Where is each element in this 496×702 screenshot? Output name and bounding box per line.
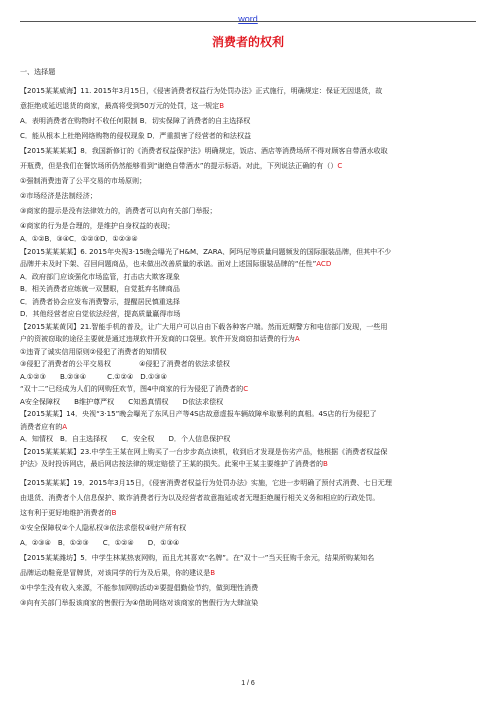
section-heading: 一、选择题	[20, 67, 56, 76]
q7-line-1: 【2015某某某某】23.中学生王某在网上购买了一台步步高点读机，收到后才发现是伤劣产品，他根据《消费者权益保	[20, 446, 388, 456]
q3-line-2: 品牌并未及时下架、召回问题商品，也未做出改善质量的承诺。面对上述国际服装品牌的“任性”ACD	[20, 259, 332, 268]
document-body	[20, 64, 476, 610]
q8-statements: ①安全保障权②个人隐私权③依法求偿权④财产所有权	[20, 522, 187, 532]
q5-answer: C	[243, 384, 249, 393]
q8-line-3: 这有利于更好地维护消费者的B	[20, 507, 117, 517]
q8-line-2: 由退货、消费者个人信息保护、欺诈消费者行为以及经营者故意拖延或者无理拒绝履行相关义务和相应的行政处罚。	[20, 492, 380, 502]
q2-statement-4: ④商家的行为是合理的，是维护自身权益的表现；	[20, 221, 175, 230]
q7-answer: B	[323, 459, 328, 468]
q1-line-2: 意拒绝或延迟退货的商家，最高将受到50万元的处罚，这一规定B	[20, 101, 225, 110]
q4-statements-1: ①违背了诚实信用原则②侵犯了消费者的知情权	[20, 346, 167, 356]
q6-line-1: 【2015某某】14．央视“3·15”晚会曝光了东风日产等4S店故意虚报车辆故障牟取暴利的真相。4S店的行为侵犯了	[20, 409, 377, 418]
q2-line-2: 开瓶费，但是我们在餐饮场所仍然能够看到“谢绝自带酒水”的提示标语。对此，下列说法正确的有（）C	[20, 161, 343, 170]
q9-line-2: 品牌运动鞋竟是冒牌货，对该同学的行为及后果，你的建议是B	[20, 567, 216, 577]
q6-line-2: 消费者应有的A	[20, 421, 68, 431]
page-header	[0, 7, 496, 26]
q5-line-1: “双十二”已经成为人们的网购狂欢节，图4中商家的行为侵犯了消费者的C	[20, 384, 249, 393]
q9-statements-1: ①中学生没有收入来源，不能参加网购活动②要提倡勤俭节约，做到理性消费	[20, 582, 259, 592]
q8-line-1: 【2015某某某】19．2015年3月15日，《侵害消费者权益行为处罚办法》实施，它进一步明确了预付式消费、七日无理	[20, 477, 392, 487]
q3-line-1: 【2015某某某某】6. 2015年央视3·15晚会曝光了H&M、ZARA、阿玛尼等质量问题频发的国际服装品牌，但其中不少	[20, 246, 392, 256]
page-number: 1 / 6	[241, 680, 255, 687]
q6-answer: A	[62, 421, 68, 431]
q2-answer: C	[337, 161, 343, 170]
q3-option-d: D．其他经营者应自觉依法经营，提高质量赢得市场	[20, 309, 181, 318]
q9-answer: B	[210, 567, 216, 577]
q1-options-cd: C．能从根本上杜绝网络购物的侵权现象 D．严重损害了经营者的和法权益	[20, 131, 252, 140]
q4-answer: A	[294, 334, 300, 343]
q2-options: A．①②B．③④C．①②③D．①②③④	[20, 234, 138, 243]
q4-statements-2: ③侵犯了消费者的公平交易权 ④侵犯了消费者的依法求偿权	[20, 359, 230, 368]
q1-line-1: 【2015某某威海】11. 2015年3月15日，《侵害消费者权益行为处罚办法》正式施行，明确规定：保证无因退货，故	[20, 86, 383, 95]
q3-answer: ACD	[316, 259, 332, 268]
q4-line-2: 户的资被窃取的途径主要就是通过违规软件开发商的口袋里。软件开发商窃扣话费的行为A	[20, 334, 300, 343]
q6-options: A．知情权 B．自主选择权 C．安全权 D．个人信息保护权	[20, 434, 231, 443]
q2-statement-3: ③商家的提示是没有法律效力的，消费者可以向有关部门举报；	[20, 206, 217, 215]
word-link[interactable]: word	[238, 14, 258, 24]
q1-options-ab: A．表明消费者在购物时不收任何限制 B．切实保障了消费者的自主选择权	[20, 116, 251, 125]
q4-line-1: 【2015某某黄冈】21.智能手机的普及，让广大用户可以自由下载各种客户端。然而近期警方和电信部门发现，一些用	[20, 321, 388, 331]
q7-line-2: 护法》及时投诉网店，最后网店按法律的规定赔偿了王某的损失。此案中王某主要维护了消费者的B	[20, 459, 328, 468]
q8-answer: B	[111, 507, 117, 517]
q9-line-1: 【2015某某潍坊】5．中学生林某热衷网购，而且尤其喜欢“名牌”。在“双十一”当天狂购千余元，结果所购某知名	[20, 552, 375, 562]
q8-options: A．②③④ B．①②③ C．①②④ D．①③④	[20, 537, 180, 547]
q4-options: A.①②③ B.②③④ C.①②④ D.①③④	[20, 371, 167, 381]
header-divider	[20, 21, 476, 22]
q3-option-b: B．相关消费者应练就一双慧眼，自觉抵弃名牌商品	[20, 284, 180, 293]
q5-options: A安全保障权 B维护尊严权 C知悉真情权 D依法求偿权	[20, 396, 224, 406]
q3-option-a: A．政府部门应该强化市场监管，打击店大欺客现象	[20, 271, 180, 281]
document-title: 消费者的权利	[211, 35, 284, 49]
q2-line-1: 【2015某某某某】8．我国新修订的《消费者权益保护法》明确规定，饭店、酒店等消费场所不得对顾客自带酒水收取	[20, 146, 388, 155]
q9-statements-2: ③向有关部门举报该商家的售假行为④借助网络对该商家的售假行为大肆渲染	[20, 597, 259, 607]
q3-option-c: C．消费者协会应发布消费警示，提醒居民慎重选择	[20, 296, 180, 306]
q2-statement-2: ②市场经济是法制经济；	[20, 191, 97, 200]
q1-answer: B	[219, 101, 225, 110]
q2-statement-1: ①强制消费违背了公平交易的市场原则；	[20, 176, 147, 185]
